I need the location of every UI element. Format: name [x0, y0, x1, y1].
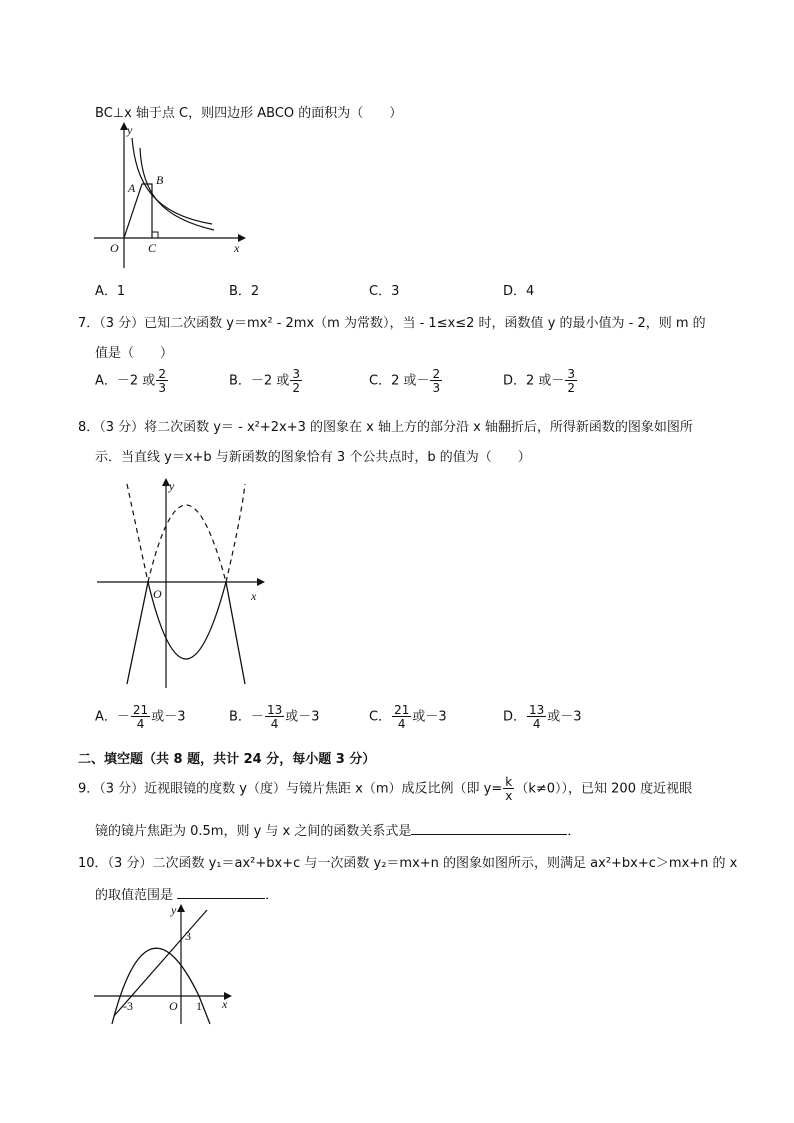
q6-label-C: C [148, 241, 157, 255]
q9-line1: 9．（3 分）近视眼镜的度数 y（度）与镜片焦距 x（m）成反比例（即 y= $\frac{k}{x}$ （k≠0）），已知 200 度近视眼 [78, 775, 693, 803]
q6-option-c: C．3 [369, 284, 400, 299]
q10-label-x: x [222, 997, 228, 1011]
q6-label-A: A [128, 181, 136, 195]
q6-option-a: A．1 [95, 284, 126, 299]
q8-option-b: B．－ $\frac{13}{4}$ 或－3 [229, 703, 320, 731]
q6-option-d: D．4 [503, 284, 535, 299]
q7-line2: 值是（ ） [95, 346, 174, 361]
q8-figure [95, 478, 275, 690]
q8-option-a: A．－ $\frac{21}{4}$ 或－3 [95, 703, 186, 731]
q6-label-y: y [127, 123, 133, 137]
q8-label-x: x [251, 589, 257, 603]
q7-option-d: D．2 或－ $\frac{3}{2}$ [503, 367, 576, 395]
q6-label-O: O [110, 241, 119, 255]
q8-option-d: D． $\frac{13}{4}$ 或－3 [503, 703, 582, 731]
q10-label-O: O [169, 999, 178, 1013]
q6-stem: BC⊥x 轴于点 C，则四边形 ABCO 的面积为（ ） [95, 106, 403, 121]
q10-label-y: y [171, 904, 177, 917]
q9-line2: 镜的镜片焦距为 0.5m，则 y 与 x 之间的函数关系式是 ． [95, 824, 581, 839]
q10-label-neg3: -3 [123, 999, 133, 1013]
q8-label-O: O [153, 587, 162, 601]
q10-label-3: 3 [185, 929, 191, 943]
q7-option-a: A．－2 或 $\frac{2}{3}$ [95, 367, 166, 395]
q8-option-c: C． $\frac{21}{4}$ 或－3 [369, 703, 447, 731]
q8-line2: 示．当直线 y＝x+b 与新函数的图象恰有 3 个公共点时，b 的值为（ ） [95, 450, 531, 465]
q7-line1: 7．（3 分）已知二次函数 y＝mx² - 2mx（m 为常数），当 - 1≤x≤2 时，函数值 y 的最小值为 - 2，则 m 的 [78, 316, 706, 331]
q6-option-b: B．2 [229, 284, 260, 299]
q10-figure [92, 904, 244, 1028]
q6-label-B: B [156, 173, 164, 187]
q7-option-b: B．－2 或 $\frac{3}{2}$ [229, 367, 300, 395]
section-heading: 二、填空题（共 8 题，共计 24 分，每小题 3 分） [78, 752, 376, 767]
q8-label-y: y [169, 479, 175, 493]
q10-answer-blank[interactable] [177, 886, 265, 899]
q10-label-1: 1 [196, 999, 202, 1013]
q8-line1: 8．（3 分）将二次函数 y＝ - x²+2x+3 的图象在 x 轴上方的部分沿 x 轴翻折后，所得新函数的图象如图所 [78, 420, 693, 435]
q6-figure [92, 122, 252, 272]
q10-line2: 的取值范围是 ． [95, 888, 279, 903]
q7-option-c: C．2 或－ $\frac{2}{3}$ [369, 367, 441, 395]
q10-line1: 10．（3 分）二次函数 y₁＝ax²+bx+c 与一次函数 y₂＝mx+n 的图象如图所示，则满足 ax²+bx+c＞mx+n 的 x [78, 856, 738, 871]
q6-label-x: x [234, 241, 240, 255]
q9-answer-blank[interactable] [411, 822, 567, 835]
